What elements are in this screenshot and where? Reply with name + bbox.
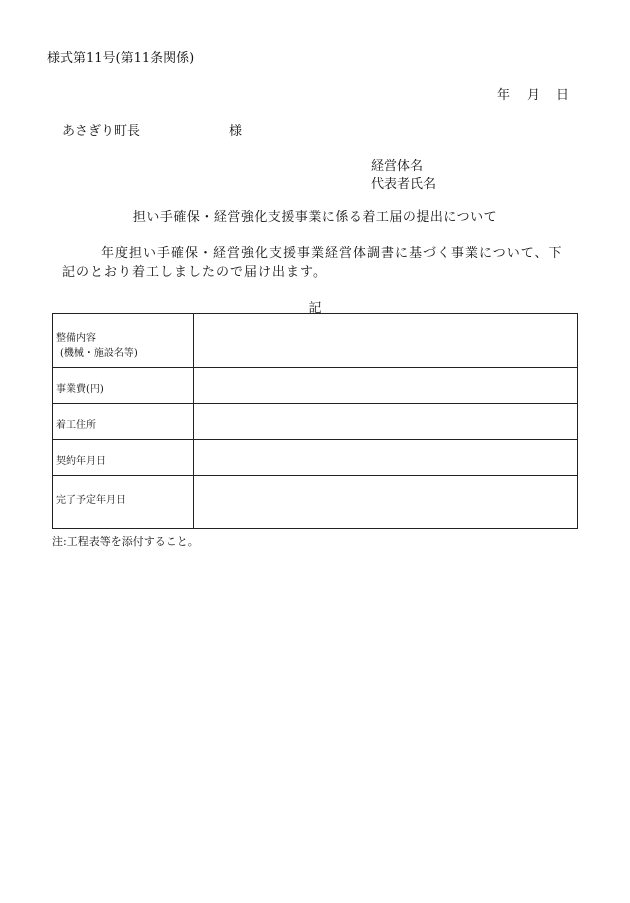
- table-label-cell: [53, 440, 194, 476]
- date-month-label: 月: [527, 88, 541, 103]
- attachment-note: 注:工程表等を添付すること。: [52, 535, 199, 548]
- table-label-cell: [53, 476, 194, 529]
- project-cost-label: 事業費(円): [56, 384, 104, 395]
- contract-date-field[interactable]: [194, 440, 578, 476]
- table-label-cell: [53, 404, 194, 440]
- table-row: [53, 404, 578, 440]
- table-row: [53, 314, 578, 368]
- addressee-name: あさぎり町長: [62, 124, 141, 139]
- body-text-line-2: 記のとおり着工しましたので届け出ます。: [62, 265, 327, 280]
- table-row: [53, 476, 578, 529]
- equipment-content-field[interactable]: [194, 314, 578, 368]
- construction-address-field[interactable]: [194, 404, 578, 440]
- table-label-cell: [53, 314, 194, 368]
- completion-date-field[interactable]: [194, 476, 578, 529]
- table-label-cell: [53, 368, 194, 404]
- details-table: [52, 313, 578, 529]
- ki-heading: 記: [308, 301, 322, 316]
- date-day-label: 日: [556, 88, 570, 103]
- contract-date-label: 契約年月日: [56, 456, 106, 467]
- document-subject: 担い手確保・経営強化支援事業に係る着工届の提出について: [132, 210, 498, 225]
- business-name-label: 経営体名: [371, 159, 424, 174]
- addressee-honorific: 様: [229, 124, 243, 139]
- representative-name-label: 代表者氏名: [371, 177, 437, 192]
- equipment-content-label: 整備内容: [56, 333, 96, 344]
- construction-address-label: 着工住所: [56, 420, 96, 431]
- table-row: [53, 440, 578, 476]
- body-text-line-1: 年度担い手確保・経営強化支援事業経営体調書に基づく事業について、下: [101, 246, 563, 261]
- completion-date-label: 完了予定年月日: [56, 495, 126, 506]
- project-cost-field[interactable]: [194, 368, 578, 404]
- table-row: [53, 368, 578, 404]
- form-number: 様式第11号(第11条関係): [47, 51, 195, 66]
- equipment-content-sublabel: (機械・施設名等): [60, 348, 138, 359]
- date-year-label: 年: [497, 88, 511, 103]
